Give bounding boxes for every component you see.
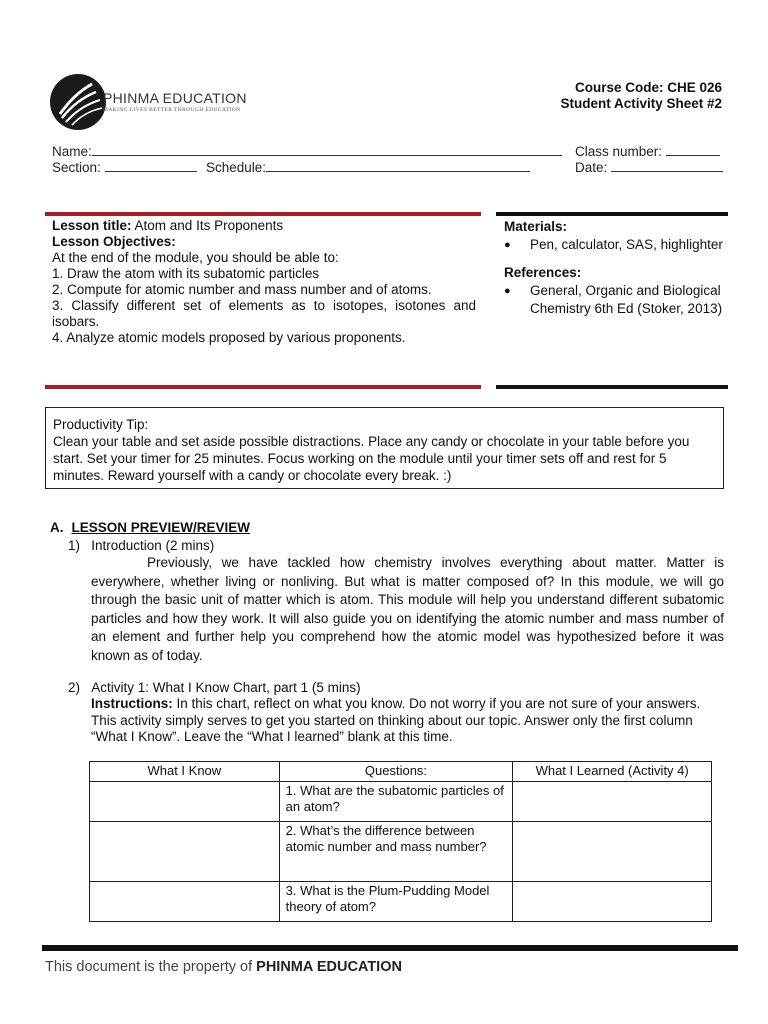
tip-text: Clean your table and set aside possible distractions. Place any candy or chocolate in your table before you start. Set your timer for 25 minutes. Focus working on the module until your timer sets off and rest for 5 minutes. Reward yourself with a candy or chocolate every break. :): [53, 434, 690, 483]
table-row: [90, 882, 712, 922]
instructions-label: Instructions:: [91, 696, 173, 711]
chart-header-questions: Questions:: [279, 762, 513, 782]
date-blank[interactable]: [611, 160, 723, 172]
introduction-paragraph: Previously, we have tackled how chemistry involves everything about matter. Matter is everywhere, whether living or nonliving. But what is matter composed of? In this module, we will go through the basic unit of matter which is atom. This module will help you understand different subatomic particles and how they work. It will also guide you on identifying the atomic number and mass number of an element and further help you comprehend how the atomic model was hypothesized before it was known as of today.: [91, 555, 724, 663]
section-a-heading: [50, 520, 250, 535]
what-i-know-cell[interactable]: [90, 782, 280, 822]
objectives-intro: At the end of the module, you should be able to:: [52, 250, 339, 265]
date-label: Date:: [575, 160, 608, 175]
schedule-label: Schedule:: [206, 160, 267, 175]
bottom-red-rule: [45, 385, 481, 389]
bullet-icon: ●: [504, 285, 511, 297]
tip-label: Productivity Tip:: [53, 417, 149, 432]
footer-rule: [42, 945, 738, 951]
schedule-blank[interactable]: [266, 160, 530, 172]
section-label: Section:: [52, 160, 101, 175]
class-number-field[interactable]: [575, 144, 720, 159]
objective-item: 3. Classify different set of elements as to isotopes, isotones and: [52, 298, 476, 313]
course-code: Course Code: CHE 026: [574, 80, 722, 95]
bottom-black-rule: [496, 385, 728, 389]
section-title: LESSON PREVIEW/REVIEW: [71, 520, 251, 535]
lesson-title: Atom and Its Proponents: [134, 218, 284, 233]
table-row: [90, 782, 712, 822]
footer-owner: PHINMA EDUCATION: [256, 959, 402, 975]
section-field[interactable]: [52, 160, 197, 175]
lesson-title-label: Lesson title:: [52, 218, 132, 233]
name-field[interactable]: [52, 144, 562, 159]
what-i-know-cell[interactable]: [90, 882, 280, 922]
introduction-heading: 1) Introduction (2 mins): [68, 538, 215, 553]
activity-sheet-number: Student Activity Sheet #2: [560, 96, 722, 111]
footer-notice: [45, 959, 402, 975]
what-i-know-cell[interactable]: [90, 822, 280, 882]
productivity-tip-box: [45, 407, 724, 489]
lesson-block: [52, 218, 476, 346]
references-label: References:: [504, 265, 582, 280]
question-cell: 3. What is the Plum-Pudding Model theory of atom?: [279, 882, 513, 922]
instructions-text: In this chart, reflect on what you know. Do not worry if you are not sure of your answers. This activity simply serves to get you started on thinking about our topic. Answer only the first column “What I Know”. Leave the “What I learned” blank at this time.: [91, 696, 701, 744]
what-i-learned-cell[interactable]: [513, 822, 712, 882]
objective-item-continued: isobars.: [52, 314, 100, 329]
question-cell: 1. What are the subatomic particles of an atom?: [279, 782, 513, 822]
top-black-rule: [496, 212, 728, 216]
logo-wordmark: PHINMA EDUCATION: [103, 90, 247, 106]
reference-item-text: General, Organic and Biological Chemistry 6th Ed (Stoker, 2013): [530, 283, 723, 316]
class-number-label: Class number:: [575, 144, 663, 159]
name-blank[interactable]: [92, 144, 562, 156]
what-i-know-chart: [89, 761, 712, 922]
materials-item-text: Pen, calculator, SAS, highlighter: [530, 237, 723, 252]
section-blank[interactable]: [105, 160, 197, 172]
logo-tagline: MAKING LIVES BETTER THROUGH EDUCATION: [103, 107, 241, 113]
objective-item: 1. Draw the atom with its subatomic particles: [52, 266, 320, 281]
chart-header-what-i-know: What I Know: [90, 762, 280, 782]
lesson-title-line: [52, 218, 476, 234]
reference-item: [504, 282, 726, 318]
materials-item: [504, 236, 726, 254]
activity-heading: 2) Activity 1: What I Know Chart, part 1 (5 mins): [68, 680, 361, 695]
date-field[interactable]: [575, 160, 723, 175]
chart-header-what-i-learned: What I Learned (Activity 4): [513, 762, 712, 782]
what-i-learned-cell[interactable]: [513, 782, 712, 822]
top-red-rule: [45, 212, 481, 216]
footer-prefix: This document is the property of: [45, 959, 257, 975]
table-row: [90, 822, 712, 882]
objective-item: 4. Analyze atomic models proposed by various proponents.: [52, 330, 406, 345]
what-i-learned-cell[interactable]: [513, 882, 712, 922]
instructions-paragraph: [91, 696, 721, 746]
class-number-blank[interactable]: [666, 144, 720, 156]
materials-label: Materials:: [504, 219, 568, 234]
section-letter: A.: [50, 520, 64, 535]
question-cell: 2. What’s the difference between atomic number and mass number?: [279, 822, 513, 882]
objective-item: 2. Compute for atomic number and mass number and of atoms.: [52, 282, 432, 297]
materials-block: [504, 218, 726, 318]
course-info: [560, 80, 722, 112]
bullet-icon: ●: [504, 239, 511, 251]
name-label: Name:: [52, 144, 92, 159]
schedule-field[interactable]: [206, 160, 530, 175]
lesson-objectives-label: Lesson Objectives:: [52, 234, 176, 249]
chart-header-row: [90, 762, 712, 782]
